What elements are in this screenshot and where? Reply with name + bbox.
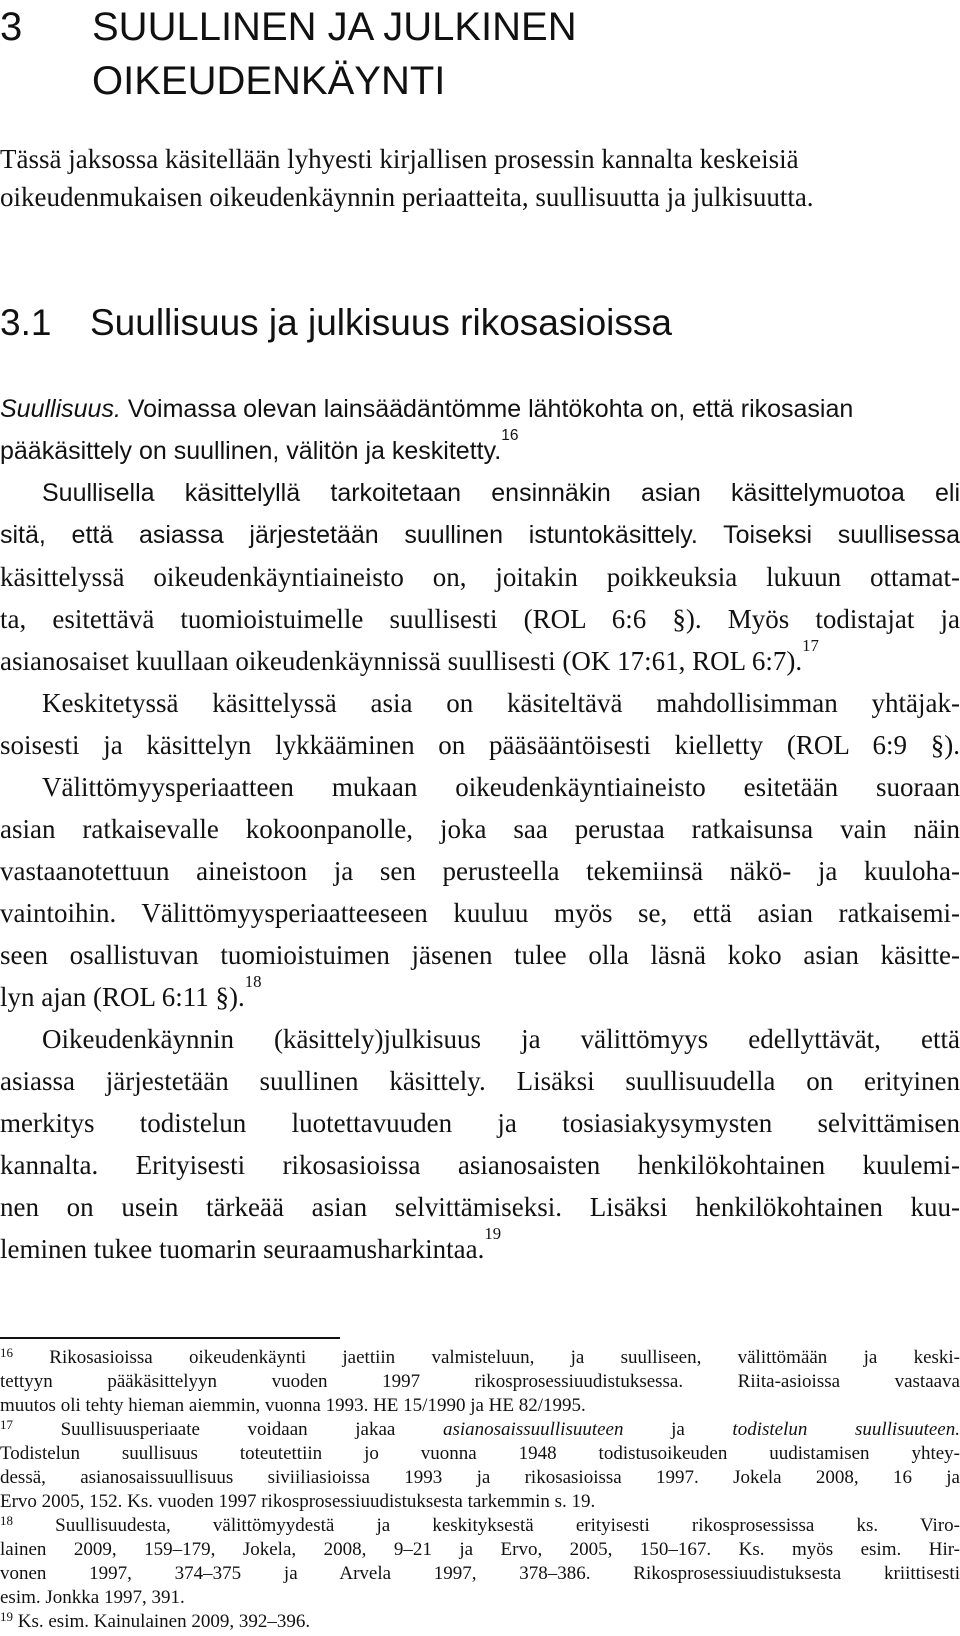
intro-line: Tässä jaksossa käsitellään lyhyesti kirjallisen prosessin kannalta keskeisiä — [0, 144, 799, 174]
body-line: nen on usein tärkeää asian selvittämiseksi. Lisäksi henkilökohtainen kuu- — [0, 1192, 960, 1222]
footnote-line — [0, 1442, 960, 1466]
footnote-text: Rikosasioissa oikeudenkäynti jaettiin valmisteluun, ja suulliseen, välittömään ja keski- — [13, 1347, 960, 1368]
footnote-text: tettyyn pääkäsittelyyn vuoden 1997 rikosprosessiuudistuksessa. Riita-asioissa vastaava — [0, 1371, 960, 1392]
body-line: pääkäsittely on suullinen, välitön ja keskitetty.$^{16}$ — [0, 427, 519, 465]
footnote-19 — [0, 1610, 960, 1634]
body-line: seen osallistuvan tuomioistuimen jäsenen tulee olla läsnä koko asian käsitte- — [0, 940, 960, 970]
body-line: ta, esitettävä tuomioistuimelle suullisesti (ROL 6:6 §). Myös todistajat ja — [0, 604, 960, 634]
section-number: 3.1 — [0, 302, 52, 343]
body-line: asian ratkaisevalle kokoonpanolle, joka saa perustaa ratkaisunsa vain näin — [0, 814, 960, 844]
footnote-line — [0, 1370, 960, 1394]
body-line: vaintoihin. Välittömyysperiaatteeseen kuuluu myös se, että asian ratkaisemi- — [0, 898, 960, 928]
footnote-18 — [0, 1514, 960, 1538]
footnote-number: 16 — [0, 1345, 13, 1360]
footnote-text: esim. Jonkka 1997, 391. — [0, 1587, 185, 1608]
body-line: sitä, että asiassa järjestetään suullinen istuntokäsittely. Toiseksi suullisessa — [0, 521, 960, 549]
footnote-text: ja — [623, 1419, 733, 1440]
chapter-title: SUULLINEN JA JULKINEN OIKEUDENKÄYNTI — [92, 5, 577, 103]
footnote-line — [0, 1586, 960, 1610]
body-line: Suullisuus. Voimassa olevan lainsäädäntömme lähtökohta on, että rikosasian — [0, 395, 854, 423]
body-line: merkitys todistelun luotettavuuden ja tosiasiakysymysten selvittämisen — [0, 1108, 960, 1138]
chapter-number: 3 — [0, 5, 23, 49]
footnote-16 — [0, 1346, 960, 1370]
footnote-line — [0, 1490, 960, 1514]
footnote-text: dessä, asianosaissuullisuus siviiliasioissa 1993 ja rikosasioissa 1997. Jokela 2008, 16 ja — [0, 1467, 960, 1488]
body-line: asianosaiset kuullaan oikeudenkäynnissä suullisesti (OK 17:61, ROL 6:7).$^{17}$ — [0, 636, 819, 676]
footnote-line — [0, 1562, 960, 1586]
footnote-text: todistelun suullisuuteen. — [732, 1419, 960, 1440]
footnote-text: Todistelun suullisuus toteutettiin jo vuonna 1948 todistusoikeuden uudistamisen yhtey- — [0, 1443, 960, 1464]
footnote-number: 19 — [0, 1609, 13, 1624]
footnote-ref[interactable]: 16 — [501, 427, 519, 444]
body-line: Keskitetyssä käsittelyssä asia on käsiteltävä mahdollisimman yhtäjak- — [42, 688, 960, 718]
body-line: Oikeudenkäynnin (käsittely)julkisuus ja välittömyys edellyttävät, että — [42, 1024, 960, 1054]
footnote-line — [0, 1394, 960, 1418]
footnote-text: Ks. esim. Kainulainen 2009, 392–396. — [13, 1611, 311, 1632]
footnote-text: asianosaissuullisuuteen — [442, 1419, 624, 1440]
footnote-text: lainen 2009, 159–179, Jokela, 2008, 9–21 ja Ervo, 2005, 150–167. Ks. myös esim. Hir- — [0, 1539, 960, 1560]
body-line: käsittelyssä oikeudenkäyntiaineisto on, joitakin poikkeuksia lukuun ottamat- — [0, 562, 960, 592]
footnote-line — [0, 1466, 960, 1490]
intro-line: oikeudenmukaisen oikeudenkäynnin periaatteita, suullisuutta ja julkisuutta. — [0, 182, 814, 212]
body-line: asiassa järjestetään suullinen käsittely. Lisäksi suullisuudella on erityinen — [0, 1066, 960, 1096]
footnote-ref[interactable]: 19 — [484, 1224, 502, 1243]
footnote-text: muutos oli tehty hieman aiemmin, vuonna 1993. HE 15/1990 ja HE 82/1995. — [0, 1395, 586, 1416]
footnote-ref[interactable]: 17 — [802, 636, 819, 655]
intro-paragraph — [0, 140, 960, 216]
footnote-text: Suullisuudesta, välittömyydestä ja keskityksestä erityisesti rikosprosessissa ks. Viro- — [13, 1515, 960, 1536]
footnote-ref[interactable]: 18 — [244, 972, 262, 991]
body-line: Suullisella käsittelyllä tarkoitetaan ensinnäkin asian käsittelymuotoa eli — [42, 479, 960, 507]
body-line: lyn ajan (ROL 6:11 §).$^{18}$ — [0, 972, 262, 1012]
footnote-text: Ervo 2005, 152. Ks. vuoden 1997 rikosprosessiuudistuksesta tarkemmin s. 19. — [0, 1491, 596, 1512]
footnote-line — [0, 1538, 960, 1562]
run-in-heading: Suullisuus. — [0, 395, 121, 423]
body-line: kannalta. Erityisesti rikosasioissa asianosaisten henkilökohtainen kuulemi- — [0, 1150, 960, 1180]
body-line: vastaanotettuun aineistoon ja sen perusteella tekemiinsä näkö- ja kuuloha- — [0, 856, 960, 886]
footnote-number: 18 — [0, 1513, 13, 1528]
body-line: Välittömyysperiaatteen mukaan oikeudenkäyntiaineisto esitetään suoraan — [42, 772, 960, 802]
footnote-number: 17 — [0, 1417, 13, 1432]
body-line: soisesti ja käsittelyn lykkääminen on pääsääntöisesti kielletty (ROL 6:9 §). — [0, 730, 960, 760]
body-line: leminen tukee tuomarin seuraamusharkintaa.$^{19}$ — [0, 1224, 502, 1264]
footnote-text: Suullisuusperiaate voidaan jakaa — [13, 1419, 443, 1440]
footnote-text: vonen 1997, 374–375 ja Arvela 1997, 378–386. Rikosprosessiuudistuksesta kriittisesti — [0, 1563, 960, 1584]
footnote-17 — [0, 1418, 960, 1442]
footnote-separator — [0, 1337, 340, 1339]
section-title: Suullisuus ja julkisuus rikosasioissa — [90, 302, 672, 343]
